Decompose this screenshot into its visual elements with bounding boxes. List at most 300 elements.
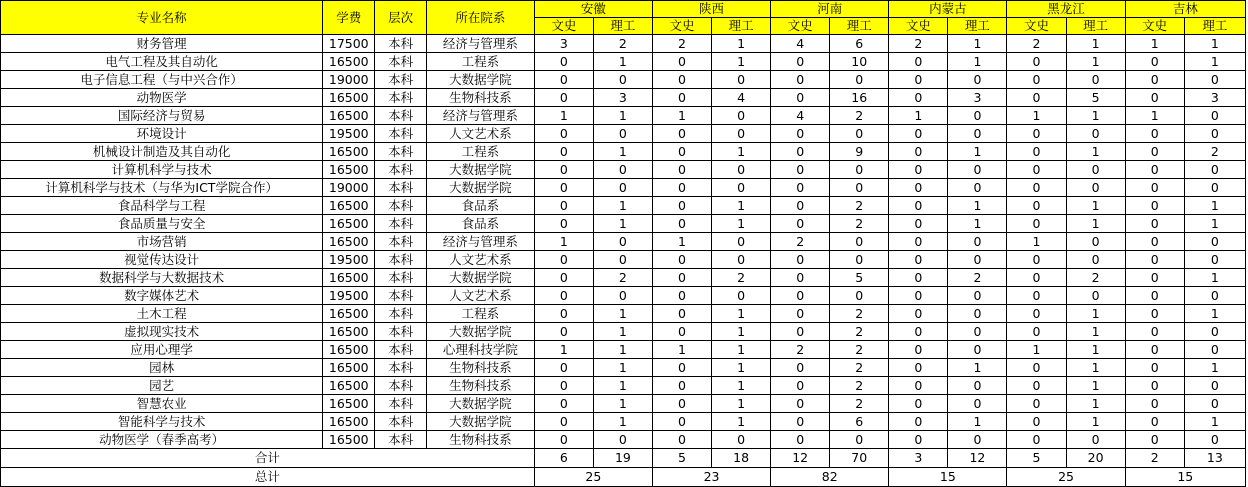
cell-dept: 工程系 [426, 143, 534, 161]
table-row [1, 107, 1246, 125]
cell-count: 0 [534, 125, 593, 143]
cell-count: 1 [1066, 53, 1125, 71]
table-row [1, 341, 1246, 359]
cell-count: 1 [712, 395, 771, 413]
cell-count: 0 [771, 215, 830, 233]
cell-count: 0 [889, 215, 948, 233]
cell-major: 数据科学与大数据技术 [1, 269, 323, 287]
cell-major: 计算机科学与技术 [1, 161, 323, 179]
cell-level: 本科 [375, 161, 427, 179]
cell-count: 0 [771, 431, 830, 449]
header-subject: 理工 [1184, 18, 1245, 35]
cell-count: 0 [652, 413, 711, 431]
cell-count: 0 [1066, 71, 1125, 89]
header-subject: 文史 [771, 18, 830, 35]
cell-count: 1 [1066, 377, 1125, 395]
cell-major: 计算机科学与技术（与华为ICT学院合作） [1, 179, 323, 197]
cell-count: 1 [1007, 233, 1066, 251]
header-dept: 所在院系 [426, 1, 534, 35]
cell-level: 本科 [375, 413, 427, 431]
cell-level: 本科 [375, 215, 427, 233]
cell-count: 1 [712, 215, 771, 233]
header-major: 专业名称 [1, 1, 323, 35]
cell-count: 0 [1125, 287, 1184, 305]
cell-count: 0 [652, 431, 711, 449]
cell-count: 2 [830, 395, 889, 413]
cell-count: 1 [652, 233, 711, 251]
cell-fee: 16500 [323, 53, 375, 71]
cell-major: 园林 [1, 359, 323, 377]
cell-major: 动物医学（春季高考） [1, 431, 323, 449]
cell-count: 1 [1066, 305, 1125, 323]
cell-count: 0 [652, 161, 711, 179]
cell-major: 电子信息工程（与中兴合作） [1, 71, 323, 89]
cell-count: 0 [712, 233, 771, 251]
cell-count: 0 [534, 179, 593, 197]
cell-dept: 生物科技系 [426, 89, 534, 107]
cell-count: 0 [889, 89, 948, 107]
table-row [1, 89, 1246, 107]
cell-major: 食品质量与安全 [1, 215, 323, 233]
cell-fee: 19000 [323, 179, 375, 197]
cell-count: 1 [712, 377, 771, 395]
cell-count: 0 [1066, 161, 1125, 179]
cell-count: 0 [771, 287, 830, 305]
cell-count: 0 [652, 395, 711, 413]
cell-count: 0 [1007, 143, 1066, 161]
cell-count: 0 [534, 197, 593, 215]
cell-count: 1 [1184, 305, 1245, 323]
cell-count: 0 [948, 251, 1007, 269]
cell-count: 0 [1007, 179, 1066, 197]
cell-major: 园艺 [1, 377, 323, 395]
cell-count: 0 [771, 377, 830, 395]
header-subject: 理工 [712, 18, 771, 35]
cell-count: 0 [771, 251, 830, 269]
cell-dept: 大数据学院 [426, 413, 534, 431]
cell-count: 1 [1007, 341, 1066, 359]
cell-count: 0 [652, 71, 711, 89]
header-province-henan: 河南 [771, 1, 889, 18]
cell-count: 1 [948, 215, 1007, 233]
cell-count: 2 [830, 305, 889, 323]
cell-count: 1 [712, 35, 771, 53]
cell-count: 3 [948, 89, 1007, 107]
cell-count: 0 [534, 53, 593, 71]
cell-dept: 大数据学院 [426, 395, 534, 413]
cell-count: 0 [534, 143, 593, 161]
cell-count: 0 [652, 89, 711, 107]
cell-count: 0 [534, 89, 593, 107]
cell-level: 本科 [375, 89, 427, 107]
cell-count: 1 [1184, 53, 1245, 71]
cell-count: 0 [712, 251, 771, 269]
cell-count: 0 [948, 431, 1007, 449]
cell-count: 1 [534, 233, 593, 251]
cell-count: 0 [889, 413, 948, 431]
cell-fee: 16500 [323, 305, 375, 323]
cell-count: 0 [712, 107, 771, 125]
cell-count: 0 [1066, 125, 1125, 143]
cell-level: 本科 [375, 71, 427, 89]
cell-fee: 16500 [323, 377, 375, 395]
cell-fee: 16500 [323, 233, 375, 251]
cell-level: 本科 [375, 377, 427, 395]
table-row [1, 269, 1246, 287]
cell-count: 0 [593, 251, 652, 269]
cell-count: 1 [593, 377, 652, 395]
table-row [1, 395, 1246, 413]
cell-count: 0 [1184, 161, 1245, 179]
cell-dept: 生物科技系 [426, 359, 534, 377]
cell-count: 0 [652, 269, 711, 287]
table-row [1, 359, 1246, 377]
table-row [1, 53, 1246, 71]
cell-count: 3 [534, 35, 593, 53]
cell-count: 0 [712, 71, 771, 89]
cell-fee: 19000 [323, 71, 375, 89]
cell-count: 0 [771, 89, 830, 107]
cell-count: 2 [830, 323, 889, 341]
cell-count: 0 [1007, 287, 1066, 305]
cell-count: 0 [652, 251, 711, 269]
cell-count: 16 [830, 89, 889, 107]
header-province-jilin: 吉林 [1125, 1, 1245, 18]
cell-fee: 16500 [323, 431, 375, 449]
cell-count: 1 [1066, 395, 1125, 413]
cell-count: 0 [712, 287, 771, 305]
cell-count: 0 [534, 323, 593, 341]
cell-dept: 食品系 [426, 215, 534, 233]
cell-count: 0 [771, 359, 830, 377]
cell-count: 0 [652, 359, 711, 377]
cell-count: 0 [534, 287, 593, 305]
cell-count: 0 [1125, 71, 1184, 89]
cell-level: 本科 [375, 269, 427, 287]
cell-count: 0 [948, 179, 1007, 197]
header-level: 层次 [375, 1, 427, 35]
cell-level: 本科 [375, 179, 427, 197]
cell-count: 0 [889, 359, 948, 377]
cell-count: 0 [534, 305, 593, 323]
cell-count: 1 [593, 107, 652, 125]
cell-count: 0 [1125, 89, 1184, 107]
table-row [1, 143, 1246, 161]
cell-count: 0 [771, 161, 830, 179]
cell-major: 虚拟现实技术 [1, 323, 323, 341]
cell-count: 1 [948, 35, 1007, 53]
cell-count: 2 [1066, 269, 1125, 287]
cell-major: 机械设计制造及其自动化 [1, 143, 323, 161]
cell-count: 0 [1125, 143, 1184, 161]
cell-count: 0 [1066, 179, 1125, 197]
cell-dept: 生物科技系 [426, 377, 534, 395]
cell-major: 环境设计 [1, 125, 323, 143]
cell-level: 本科 [375, 323, 427, 341]
cell-count: 0 [889, 143, 948, 161]
cell-count: 0 [889, 53, 948, 71]
cell-level: 本科 [375, 395, 427, 413]
total-value: 25 [534, 468, 652, 487]
cell-count: 0 [1125, 53, 1184, 71]
table-row [1, 251, 1246, 269]
cell-count: 2 [889, 35, 948, 53]
cell-count: 0 [712, 125, 771, 143]
cell-count: 1 [1184, 215, 1245, 233]
cell-count: 0 [1007, 53, 1066, 71]
cell-count: 2 [712, 269, 771, 287]
cell-count: 1 [712, 341, 771, 359]
table-row [1, 413, 1246, 431]
cell-count: 1 [593, 215, 652, 233]
cell-level: 本科 [375, 287, 427, 305]
cell-count: 1 [1066, 323, 1125, 341]
cell-count: 0 [1125, 377, 1184, 395]
cell-count: 0 [652, 197, 711, 215]
cell-count: 0 [889, 287, 948, 305]
cell-count: 0 [1184, 341, 1245, 359]
cell-count: 0 [1007, 305, 1066, 323]
cell-count: 0 [1007, 269, 1066, 287]
cell-count: 1 [1007, 107, 1066, 125]
subtotal-value: 19 [593, 449, 652, 468]
cell-level: 本科 [375, 431, 427, 449]
cell-count: 0 [771, 269, 830, 287]
cell-level: 本科 [375, 53, 427, 71]
cell-dept: 经济与管理系 [426, 107, 534, 125]
cell-count: 0 [889, 179, 948, 197]
cell-major: 应用心理学 [1, 341, 323, 359]
cell-dept: 大数据学院 [426, 179, 534, 197]
cell-count: 3 [1184, 89, 1245, 107]
cell-count: 1 [593, 395, 652, 413]
cell-count: 0 [889, 305, 948, 323]
cell-count: 1 [889, 107, 948, 125]
cell-count: 2 [1184, 143, 1245, 161]
cell-dept: 大数据学院 [426, 269, 534, 287]
cell-count: 2 [830, 341, 889, 359]
cell-count: 1 [948, 53, 1007, 71]
cell-count: 0 [534, 359, 593, 377]
cell-count: 0 [889, 323, 948, 341]
cell-count: 4 [771, 35, 830, 53]
cell-count: 0 [1125, 233, 1184, 251]
subtotal-value: 18 [712, 449, 771, 468]
cell-level: 本科 [375, 197, 427, 215]
header-province-neimenggu: 内蒙古 [889, 1, 1007, 18]
cell-dept: 工程系 [426, 53, 534, 71]
cell-count: 0 [1125, 359, 1184, 377]
cell-fee: 16500 [323, 197, 375, 215]
cell-count: 1 [652, 341, 711, 359]
header-subject: 文史 [652, 18, 711, 35]
subtotal-value: 5 [652, 449, 711, 468]
cell-count: 0 [771, 395, 830, 413]
cell-count: 0 [1125, 251, 1184, 269]
cell-count: 0 [1125, 323, 1184, 341]
cell-count: 3 [593, 89, 652, 107]
cell-dept: 人文艺术系 [426, 125, 534, 143]
cell-major: 财务管理 [1, 35, 323, 53]
cell-dept: 经济与管理系 [426, 35, 534, 53]
cell-count: 0 [1007, 413, 1066, 431]
cell-count: 0 [534, 251, 593, 269]
cell-count: 0 [889, 395, 948, 413]
cell-count: 0 [1125, 413, 1184, 431]
header-subject: 文史 [889, 18, 948, 35]
cell-count: 0 [771, 179, 830, 197]
cell-major: 动物医学 [1, 89, 323, 107]
cell-dept: 生物科技系 [426, 431, 534, 449]
cell-count: 0 [652, 143, 711, 161]
cell-count: 1 [712, 53, 771, 71]
cell-count: 1 [948, 143, 1007, 161]
cell-count: 0 [830, 233, 889, 251]
cell-fee: 16500 [323, 215, 375, 233]
cell-count: 0 [889, 269, 948, 287]
cell-fee: 19500 [323, 125, 375, 143]
cell-count: 1 [948, 197, 1007, 215]
cell-count: 0 [593, 71, 652, 89]
cell-count: 0 [771, 323, 830, 341]
cell-count: 0 [652, 125, 711, 143]
cell-dept: 人文艺术系 [426, 287, 534, 305]
subtotal-row [1, 449, 1246, 468]
cell-count: 0 [1184, 287, 1245, 305]
cell-major: 土木工程 [1, 305, 323, 323]
cell-count: 1 [593, 305, 652, 323]
cell-count: 0 [830, 251, 889, 269]
header-subject: 理工 [1066, 18, 1125, 35]
cell-count: 0 [1125, 197, 1184, 215]
cell-count: 1 [1066, 215, 1125, 233]
cell-count: 1 [1066, 341, 1125, 359]
subtotal-value: 13 [1184, 449, 1245, 468]
cell-count: 0 [1125, 215, 1184, 233]
cell-count: 1 [1066, 107, 1125, 125]
cell-count: 0 [830, 71, 889, 89]
cell-major: 国际经济与贸易 [1, 107, 323, 125]
table-row [1, 179, 1246, 197]
cell-count: 10 [830, 53, 889, 71]
cell-count: 0 [534, 161, 593, 179]
cell-count: 0 [830, 125, 889, 143]
cell-count: 0 [1184, 233, 1245, 251]
cell-count: 1 [593, 197, 652, 215]
cell-fee: 16500 [323, 413, 375, 431]
cell-fee: 16500 [323, 341, 375, 359]
cell-count: 1 [652, 107, 711, 125]
cell-dept: 大数据学院 [426, 161, 534, 179]
table-row [1, 215, 1246, 233]
cell-count: 0 [652, 215, 711, 233]
cell-count: 0 [771, 125, 830, 143]
cell-count: 0 [534, 431, 593, 449]
cell-level: 本科 [375, 35, 427, 53]
cell-count: 4 [712, 89, 771, 107]
cell-count: 1 [1066, 413, 1125, 431]
cell-fee: 16500 [323, 395, 375, 413]
cell-dept: 人文艺术系 [426, 251, 534, 269]
cell-count: 2 [1007, 35, 1066, 53]
subtotal-value: 6 [534, 449, 593, 468]
cell-count: 0 [1184, 323, 1245, 341]
cell-count: 0 [1007, 197, 1066, 215]
subtotal-label: 合计 [1, 449, 535, 468]
cell-count: 1 [593, 341, 652, 359]
cell-count: 0 [534, 215, 593, 233]
table-body [1, 35, 1246, 449]
cell-count: 0 [534, 395, 593, 413]
cell-count: 0 [1125, 341, 1184, 359]
cell-level: 本科 [375, 359, 427, 377]
cell-count: 2 [830, 197, 889, 215]
cell-count: 0 [771, 413, 830, 431]
total-value: 82 [771, 468, 889, 487]
cell-major: 视觉传达设计 [1, 251, 323, 269]
cell-count: 0 [593, 287, 652, 305]
cell-count: 1 [1184, 35, 1245, 53]
cell-count: 2 [593, 35, 652, 53]
cell-count: 1 [1184, 359, 1245, 377]
cell-count: 0 [1066, 287, 1125, 305]
cell-count: 0 [1007, 89, 1066, 107]
cell-count: 0 [830, 161, 889, 179]
subtotal-value: 70 [830, 449, 889, 468]
subtotal-value: 12 [948, 449, 1007, 468]
total-value: 15 [889, 468, 1007, 487]
cell-count: 0 [1184, 107, 1245, 125]
subtotal-value: 12 [771, 449, 830, 468]
cell-major: 数字媒体艺术 [1, 287, 323, 305]
cell-count: 0 [948, 323, 1007, 341]
cell-fee: 16500 [323, 89, 375, 107]
header-subject: 文史 [1007, 18, 1066, 35]
cell-count: 0 [1184, 377, 1245, 395]
cell-count: 0 [1066, 431, 1125, 449]
cell-count: 0 [771, 305, 830, 323]
cell-dept: 经济与管理系 [426, 233, 534, 251]
cell-count: 0 [1007, 161, 1066, 179]
table-row [1, 305, 1246, 323]
cell-count: 1 [593, 359, 652, 377]
cell-count: 1 [1184, 269, 1245, 287]
cell-count: 0 [889, 341, 948, 359]
cell-count: 0 [948, 395, 1007, 413]
cell-count: 0 [593, 125, 652, 143]
table-row [1, 323, 1246, 341]
cell-count: 1 [712, 197, 771, 215]
cell-count: 1 [948, 359, 1007, 377]
header-province-shaanxi: 陕西 [652, 1, 770, 18]
total-value: 15 [1125, 468, 1245, 487]
cell-count: 0 [889, 377, 948, 395]
cell-count: 2 [830, 377, 889, 395]
cell-count: 0 [948, 377, 1007, 395]
cell-count: 0 [534, 377, 593, 395]
cell-count: 0 [1007, 71, 1066, 89]
table-row [1, 197, 1246, 215]
cell-count: 1 [534, 107, 593, 125]
cell-fee: 16500 [323, 269, 375, 287]
cell-count: 0 [948, 233, 1007, 251]
cell-major: 电气工程及其自动化 [1, 53, 323, 71]
cell-count: 0 [1007, 251, 1066, 269]
cell-major: 食品科学与工程 [1, 197, 323, 215]
cell-level: 本科 [375, 125, 427, 143]
table-row [1, 287, 1246, 305]
cell-count: 6 [830, 413, 889, 431]
